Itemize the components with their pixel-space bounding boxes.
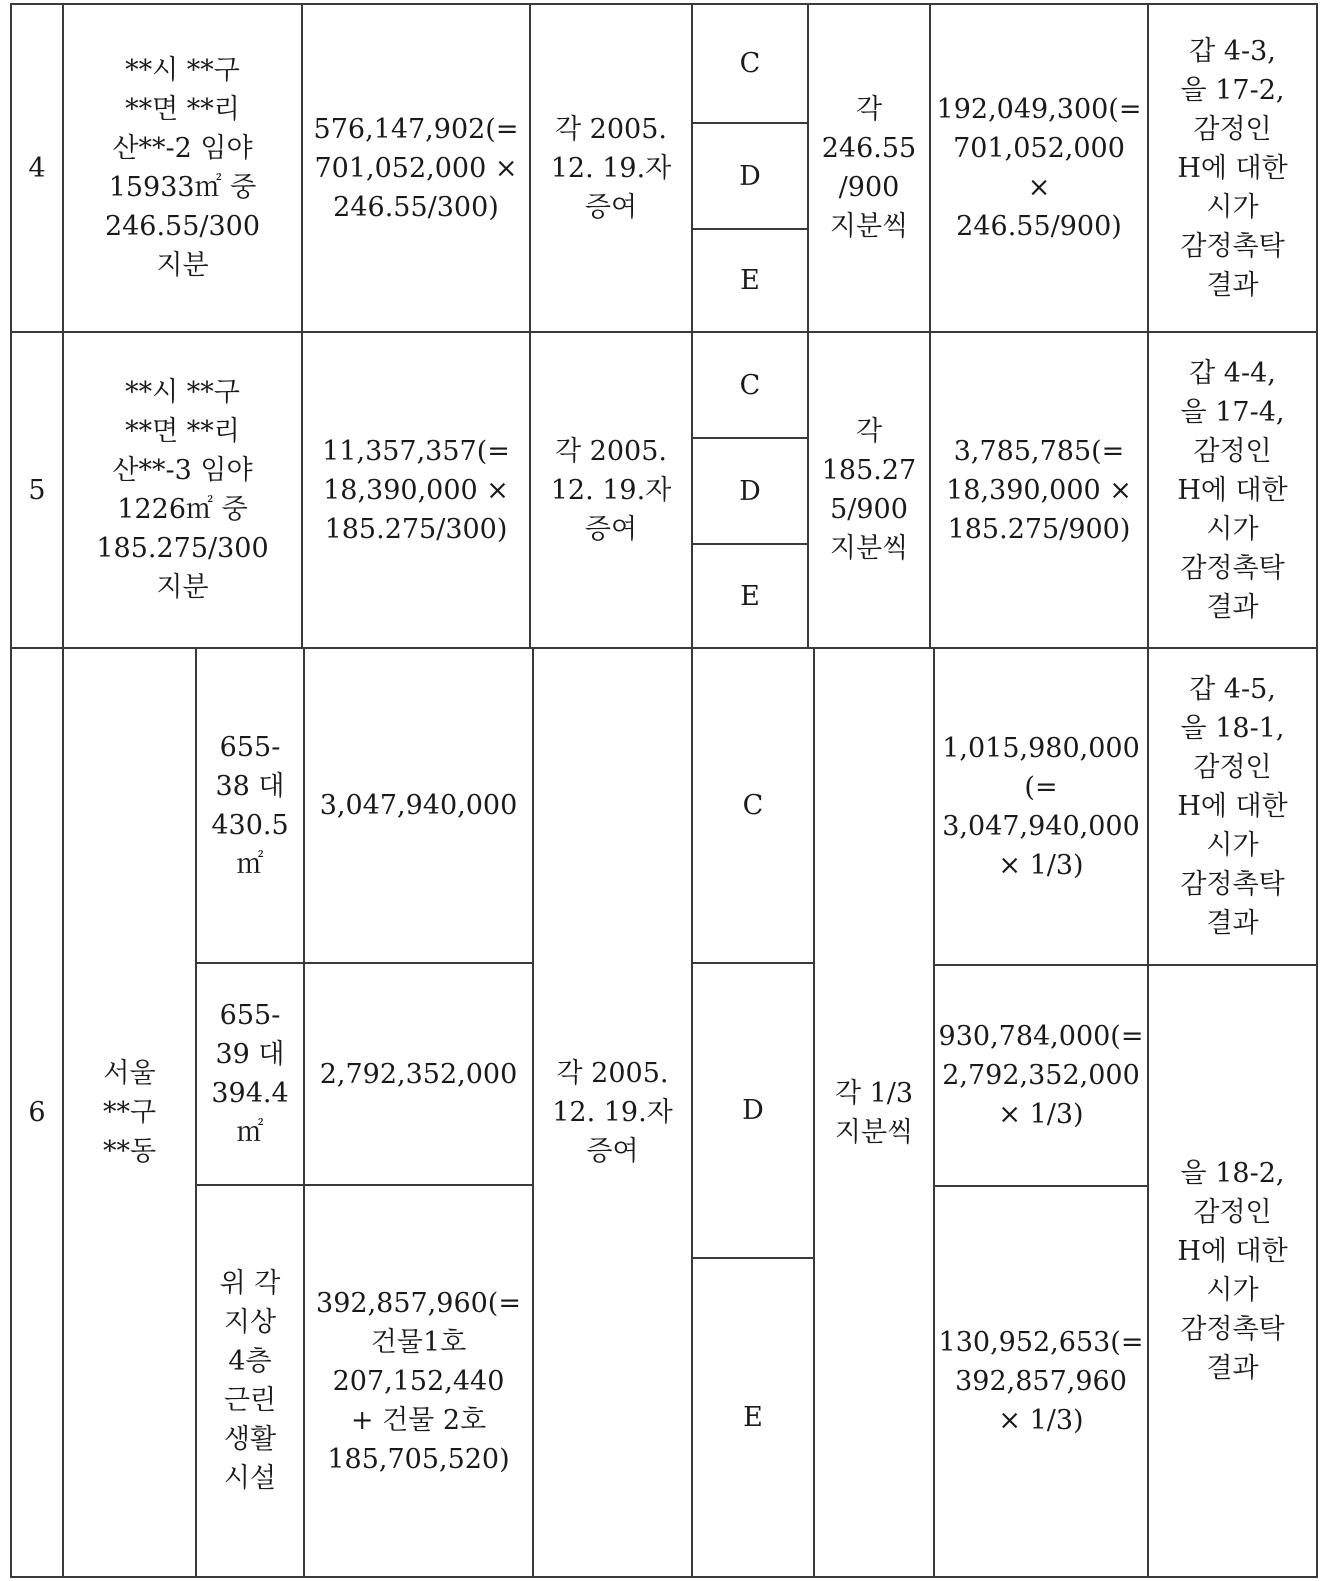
table-border-right [1316,3,1318,1578]
table-border-bottom [10,1576,1318,1578]
evidence-text: 갑 4-5, 을 18-1, 감정인 H에 대한 시가 감정촉탁 결과 [1177,674,1288,939]
share-value: 192,049,300(= 701,052,000 × 246.55/900) [936,94,1142,242]
person-label: D [742,1095,764,1126]
share-value: 3,785,785(= 18,390,000 × 185.275/900) [946,435,1132,545]
transfer-cause: 각 2005. 12. 19.자 증여 [550,435,672,545]
person-label: E [743,1402,763,1433]
person-label: E [740,580,760,612]
evidence-text: 갑 4-4, 을 17-4, 감정인 H에 대한 시가 감정촉탁 결과 [1177,357,1288,623]
lot-value: 3,047,940,000 [319,790,518,821]
evidence-text: 을 18-2, 감정인 H에 대한 시가 감정촉탁 결과 [1177,1158,1288,1384]
row-number: 5 [28,474,46,506]
transfer-cause: 각 2005. 12. 19.자 증여 [550,113,672,223]
share-value: 130,952,653(= 392,857,960 × 1/3) [938,1327,1144,1436]
share-ratio: 각 246.55 /900 지분씩 [821,94,917,242]
row-number: 6 [28,1097,46,1128]
row-number: 4 [28,152,46,184]
person-label: D [739,160,761,192]
person-label: C [739,48,761,79]
evidence-text: 갑 4-3, 을 17-2, 감정인 H에 대한 시가 감정촉탁 결과 [1177,35,1288,301]
lot-description: 655- 38 대 430.5 ㎡ [211,731,289,880]
person-label: C [742,790,764,821]
lot-value: 392,857,960(= 건물1호 207,152,440 + 건물 2호 185,705,520) [316,1287,521,1475]
lot-description: 655- 39 대 394.4 ㎡ [211,1000,289,1148]
lot-description: 위 각 지상 4층 근린 생활 시설 [219,1268,281,1494]
property-description: **시 **구 **면 **리 산**-2 임야 15933㎡ 중 246.55/300 지분 [104,55,261,281]
lot-value: 2,792,352,000 [319,1058,518,1090]
share-ratio: 각 185.27 5/900 지분씩 [821,416,917,564]
property-description: **시 **구 **면 **리 산**-3 임야 1226㎡ 중 185.275/300 지분 [96,377,269,603]
share-ratio: 각 1/3 지분씩 [834,1077,914,1148]
property-value: 11,357,357(= 18,390,000 × 185.275/300) [322,435,510,545]
person-label: C [739,369,761,401]
person-label: D [739,475,761,507]
share-value: 1,015,980,000 (= 3,047,940,000 × 1/3) [942,732,1140,881]
location: 서울 **구 **동 [102,1058,157,1167]
property-value: 576,147,902(= 701,052,000 × 246.55/300) [313,113,519,223]
transfer-cause: 각 2005. 12. 19.자 증여 [552,1058,673,1167]
share-value: 930,784,000(= 2,792,352,000 × 1/3) [938,1021,1144,1130]
person-label: E [740,265,760,296]
